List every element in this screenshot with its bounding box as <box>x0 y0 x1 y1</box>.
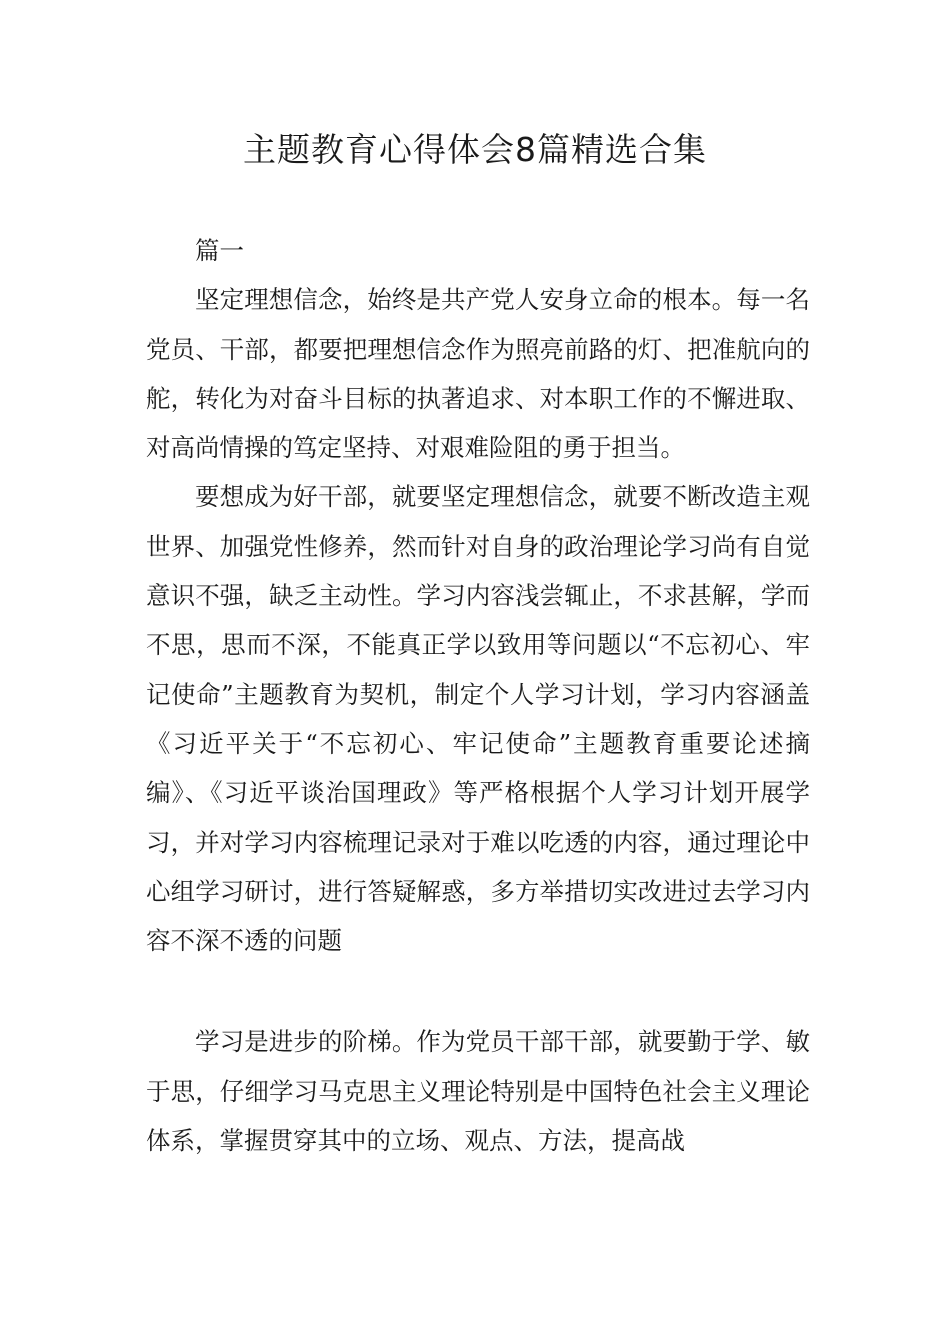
paragraph-spacer <box>146 965 810 1017</box>
document-title: 主题教育心得体会8篇精选合集 <box>243 130 707 169</box>
section-label: 篇一 <box>195 236 244 265</box>
paragraph-1: 坚定理想信念，始终是共产党人安身立命的根本。每一名党员、干部，都要把理想信念作为照亮前路的灯、把准航向的舵，转化为对奋斗目标的执著追求、对本职工作的不懈进取、对高尚情操的笃定坚持、对艰难险阻的勇于担当。 <box>146 285 810 463</box>
document-body <box>146 226 810 1165</box>
paragraph-3: 学习是进步的阶梯。作为党员干部干部，就要勤于学、敏于思，仔细学习马克思主义理论特别是中国特色社会主义理论体系，掌握贯穿其中的立场、观点、方法，提高战 <box>146 1027 810 1156</box>
paragraph-2: 要想成为好干部，就要坚定理想信念，就要不断改造主观世界、加强党性修养，然而针对自身的政治理论学习尚有自觉意识不强，缺乏主动性。学习内容浅尝辄止，不求甚解，学而不思，思而不深，不能真正学以致用等问题以“不忘初心、牢记使命”主题教育为契机，制定个人学习计划，学习内容涵盖《习近平关于“不忘初心、牢记使命”主题教育重要论述摘编》、《习近平谈治国理政》等严格根据个人学习计划开展学习，并对学习内容梳理记录对于难以吃透的内容，通过理论中心组学习研讨，进行答疑解惑，多方举措切实改进过去学习内容不深不透的问题 <box>146 482 810 956</box>
